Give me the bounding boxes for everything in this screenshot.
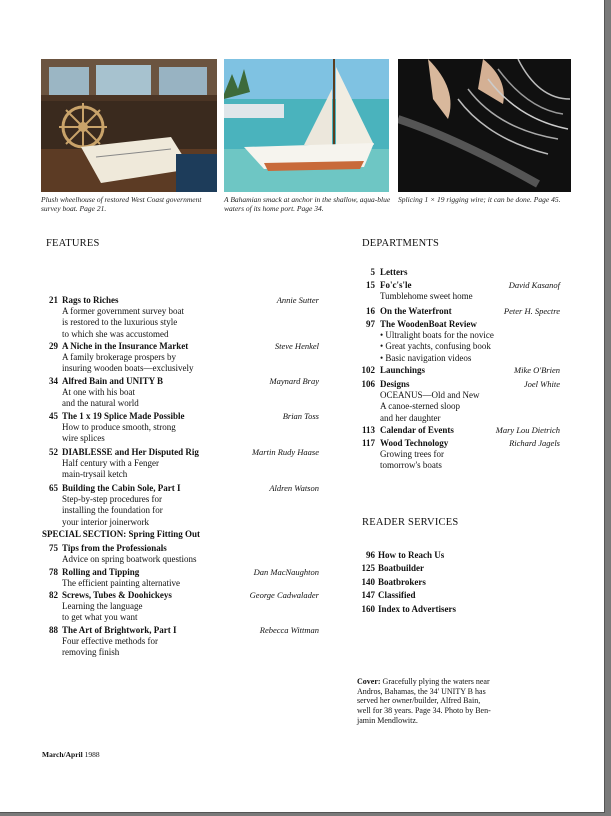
special-section-label: SPECIAL SECTION: Spring Fitting Out <box>42 529 201 539</box>
page-number: 125 <box>361 563 375 573</box>
bullet-text: Great yachts, confusing book <box>385 341 491 352</box>
article-description: main-trysail ketch <box>62 469 128 480</box>
article-title: Rolling and Tipping <box>62 567 140 577</box>
article-author: David Kasanof <box>508 280 560 290</box>
splicing-caption: Splicing 1 × 19 rigging wire; it can be done. Page 45. <box>398 195 561 204</box>
wheelhouse-photo <box>41 59 217 192</box>
reader-services-heading: READER SERVICES <box>362 517 459 528</box>
cover-line: well for 38 years. Page 34. Photo by Ben- <box>357 706 491 716</box>
wheelhouse-caption: Plush wheelhouse of restored West Coast government survey boat. Page 21. <box>41 195 202 213</box>
article-description: Growing trees for <box>380 449 444 460</box>
cover-label: Cover: <box>357 677 381 686</box>
bullet-text: Ultralight boats for the novice <box>385 330 494 341</box>
article-description: your interior joinerwork <box>62 516 149 527</box>
article-description: to get what you want <box>62 612 138 623</box>
page-number: 160 <box>361 604 375 614</box>
article-description: Learning the language <box>62 601 143 612</box>
cover-line: served her owner/builder, Alfred Bain, <box>357 696 481 706</box>
page-number: 75 <box>49 543 58 553</box>
article-description: Four effective methods for <box>62 636 159 647</box>
article-title: Rags to Riches <box>62 295 119 305</box>
article-author: Aldren Watson <box>269 483 319 493</box>
departments-heading: DEPARTMENTS <box>362 238 440 249</box>
article-author: Brian Toss <box>282 411 319 421</box>
article-description: insuring wooden boats—exclusively <box>62 363 194 374</box>
article-description: installing the foundation for <box>62 505 163 516</box>
page-number: 117 <box>361 438 375 448</box>
features-heading: FEATURES <box>46 238 100 249</box>
article-title: Boatbrokers <box>378 577 426 587</box>
article-title: A Niche in the Insurance Market <box>62 341 189 351</box>
article-description: removing finish <box>62 647 120 658</box>
article-author: Rebecca Wittman <box>259 625 319 635</box>
article-title: Boatbuilder <box>378 563 425 573</box>
article-title: DIABLESSE and Her Disputed Rig <box>62 447 199 457</box>
article-author: Peter H. Spectre <box>503 306 560 316</box>
bullet-dot: • <box>380 341 386 352</box>
page-number: 5 <box>370 267 375 277</box>
article-description: A former government survey boat <box>62 306 184 317</box>
bahamian-smack-caption: A Bahamian smack at anchor in the shallow, aqua-blue waters of its home port. Page 34. <box>224 195 391 213</box>
page-number: 65 <box>49 483 58 493</box>
cover-note <box>357 677 557 726</box>
article-description: The efficient painting alternative <box>62 578 181 589</box>
article-description: How to produce smooth, strong <box>62 422 176 433</box>
article-description: Advice on spring boatwork questions <box>62 554 197 565</box>
page-number: 34 <box>49 376 58 386</box>
review-bullet <box>380 330 494 341</box>
page-number: 15 <box>366 280 375 290</box>
page-number: 88 <box>49 625 58 635</box>
article-title: Building the Cabin Sole, Part I <box>62 483 181 493</box>
page-number: 106 <box>361 379 375 389</box>
article-author: Martin Rudy Haase <box>251 447 319 457</box>
article-title: Tips from the Professionals <box>62 543 167 553</box>
review-bullet <box>380 353 471 364</box>
page-number: 16 <box>366 306 375 316</box>
article-author: Richard Jagels <box>509 438 560 448</box>
article-title: Screws, Tubes & Doohickeys <box>62 590 172 600</box>
page-number: 52 <box>49 447 58 457</box>
issue-month: March/April <box>42 750 83 759</box>
page-number: 102 <box>361 365 375 375</box>
splicing-photo <box>398 59 571 192</box>
page-number: 113 <box>361 425 375 435</box>
article-title: Launchings <box>380 365 426 375</box>
page-number: 140 <box>361 577 375 587</box>
article-description: and her daughter <box>380 412 441 423</box>
article-title: On the Waterfront <box>380 306 452 316</box>
article-title: The Art of Brightwork, Part I <box>62 625 177 635</box>
article-description: OCEANUS—Old and New <box>380 390 480 401</box>
article-description: At one with his boat <box>62 387 135 398</box>
bullet-dot: • <box>380 330 386 341</box>
article-title: Designs <box>380 379 410 389</box>
bullet-dot: • <box>380 352 386 363</box>
cover-line: Gracefully plying the waters near <box>382 677 490 686</box>
bullet-text: Basic navigation videos <box>385 352 472 363</box>
bahamian-smack-photo <box>224 59 389 192</box>
issue-year: 1988 <box>84 750 100 759</box>
article-title: Fo'c's'le <box>380 280 412 290</box>
article-author: Steve Henkel <box>274 341 319 351</box>
article-title: Alfred Bain and UNITY B <box>62 376 164 386</box>
review-bullet <box>380 341 491 352</box>
article-description: A family brokerage prospers by <box>62 352 176 363</box>
article-description: A canoe-sterned sloop <box>380 401 460 412</box>
article-title: The WoodenBoat Review <box>380 319 477 329</box>
article-title: Index to Advertisers <box>378 604 456 614</box>
page-number: 78 <box>49 567 58 577</box>
page-number: 147 <box>361 590 375 600</box>
page-number: 45 <box>49 411 58 421</box>
article-title: Classified <box>378 590 416 600</box>
page-number: 96 <box>366 550 375 560</box>
article-title: Letters <box>380 267 408 277</box>
article-description: is restored to the luxurious style <box>62 317 178 328</box>
page-number: 29 <box>49 341 58 351</box>
page-number: 97 <box>366 319 375 329</box>
cover-line: jamin Mendlowitz. <box>357 715 418 725</box>
article-description: wire splices <box>62 433 105 444</box>
article-author: Mike O'Brien <box>514 365 560 375</box>
article-description: Tumblehome sweet home <box>380 291 473 302</box>
cover-line: Andros, Bahamas, the 34' UNITY B has <box>357 686 486 696</box>
article-title: Wood Technology <box>380 438 449 448</box>
article-author: Dan MacNaughton <box>253 567 319 577</box>
article-description: Half century with a Fenger <box>62 458 159 469</box>
article-title: The 1 x 19 Splice Made Possible <box>62 411 185 421</box>
article-author: George Cadwalader <box>249 590 319 600</box>
article-description: and the natural world <box>62 398 139 409</box>
article-title: How to Reach Us <box>378 550 445 560</box>
article-description: tomorrow's boats <box>380 460 442 471</box>
issue-date <box>42 750 100 759</box>
article-description: to which she was accustomed <box>62 328 169 339</box>
article-author: Maynard Bray <box>269 376 319 386</box>
article-author: Annie Sutter <box>276 295 319 305</box>
article-description: Step-by-step procedures for <box>62 494 162 505</box>
article-author: Mary Lou Dietrich <box>495 425 560 435</box>
page-number: 21 <box>49 295 58 305</box>
page-number: 82 <box>49 590 58 600</box>
article-author: Joel White <box>523 379 560 389</box>
article-title: Calendar of Events <box>380 425 454 435</box>
